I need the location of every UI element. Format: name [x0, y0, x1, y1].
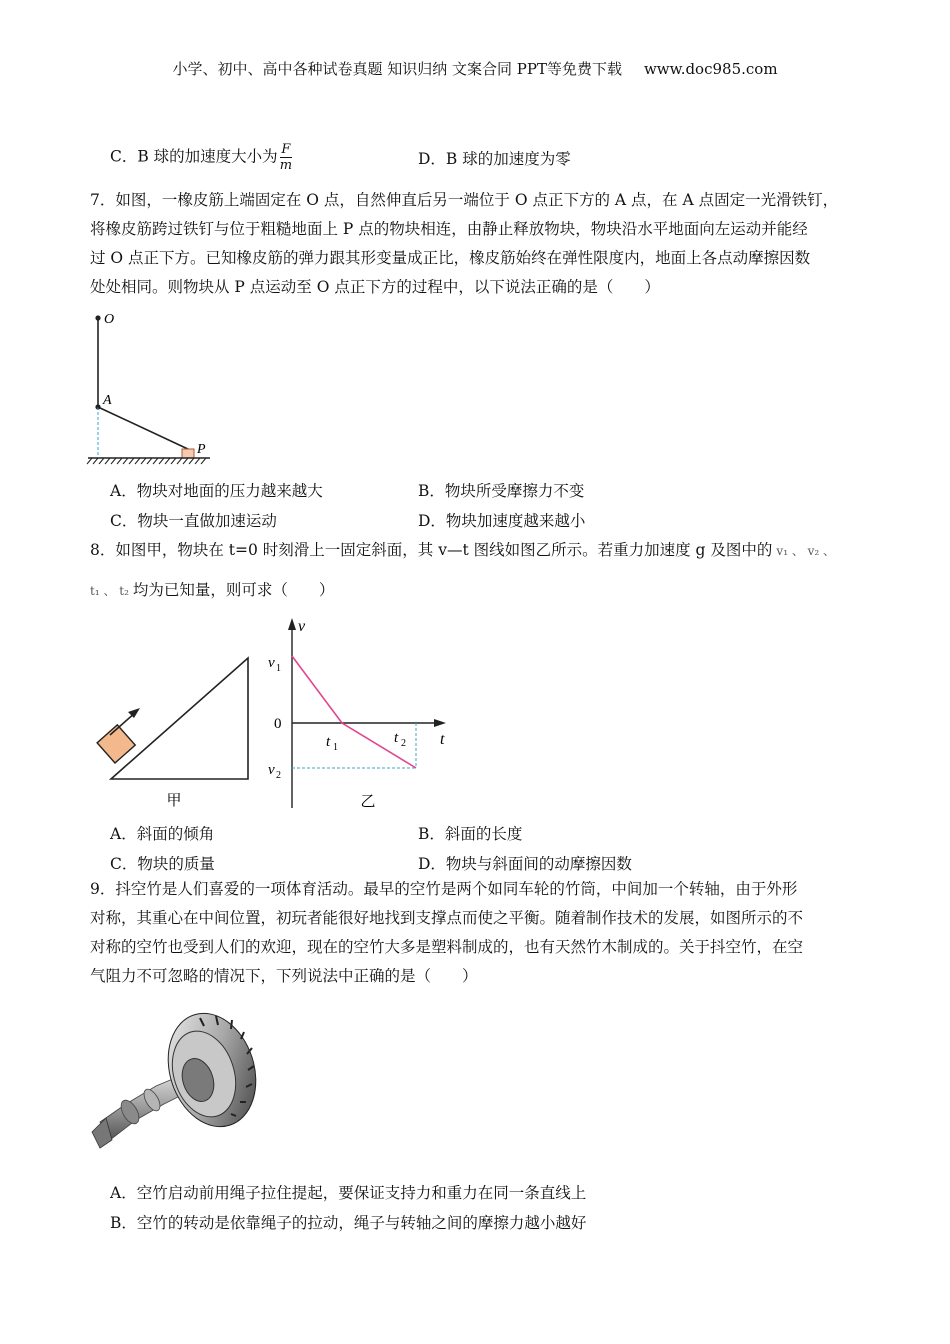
ground-hatching	[87, 458, 206, 464]
v-axis-arrow	[288, 618, 296, 630]
t2-subscript: 2	[401, 738, 406, 749]
q9-option-b: B．空竹的转动是依靠绳子的拉动，绳子与转轴之间的摩擦力越小越好	[110, 1214, 587, 1232]
label-a: A	[103, 393, 112, 408]
q7-option-c: C．物块一直做加速运动	[110, 512, 277, 530]
q8-line-2	[90, 583, 334, 599]
q9-line-2: 对称，其重心在中间位置，初玩者能很好地找到支撑点而使之平衡。随着制作技术的发展，如图所示的不	[90, 909, 804, 927]
q8-line-2-vars: t₁ 、 t₂	[90, 584, 129, 598]
q8-figure-vt-graph	[262, 612, 462, 812]
q8-figure-incline	[88, 640, 258, 810]
q6-option-c	[110, 142, 292, 173]
q9-option-a: A．空竹启动前用绳子拉住提起，要保证支持力和重力在同一条直线上	[110, 1184, 587, 1202]
origin-zero-label: 0	[274, 716, 282, 732]
header-text: 小学、初中、高中各种试卷真题 知识归纳 文案合同 PPT等免费下载	[172, 60, 622, 78]
q8-line-1-vars: v₁ 、 v₂ 、	[776, 544, 836, 558]
q9-line-3: 对称的空竹也受到人们的欢迎，现在的空竹大多是塑料制成的，也有天然竹木制成的。关于抖空竹，在空	[90, 938, 804, 956]
q9-line-1: 9．抖空竹是人们喜爱的一项体育活动。最早的空竹是两个如同车轮的竹筒，中间加一个转轴，由于外形	[90, 880, 798, 898]
v2-subscript: 2	[276, 770, 281, 781]
v1-label: v	[268, 655, 275, 671]
t-axis-arrow	[434, 719, 446, 727]
q8-line-1-text: 8．如图甲，物块在 t=0 时刻滑上一固定斜面，其 v—t 图线如图乙所示。若重力加速度 g 及图中的	[90, 541, 773, 559]
q7-option-d: D．物块加速度越来越小	[418, 512, 586, 530]
q9-stem	[90, 875, 880, 991]
block-p	[182, 449, 194, 458]
label-p: P	[197, 442, 206, 457]
q8-option-a: A．斜面的倾角	[110, 825, 215, 843]
q8-option-b: B．斜面的长度	[418, 825, 523, 843]
q7-line-1: 7．如图，一橡皮筋上端固定在 O 点，自然伸直后另一端位于 O 点正下方的 A 点，在 A 点固定一光滑铁钉，	[90, 191, 839, 209]
rubber-band-slanted	[98, 407, 190, 450]
v2-label: v	[268, 762, 275, 778]
q7-line-4: 处处相同。则物块从 P 点运动至 O 点正下方的过程中，以下说法正确的是（ ）	[90, 278, 660, 296]
t2-label: t	[394, 730, 399, 746]
caption-jia: 甲	[166, 793, 182, 809]
q7-line-3: 过 O 点正下方。已知橡皮筋的弹力跟其形变量成正比，橡皮筋始终在弹性限度内，地面上各点动摩擦因数	[90, 249, 811, 267]
q8-line-2-text: 均为已知量，则可求（ ）	[132, 581, 335, 599]
q8-option-d: D．物块与斜面间的动摩擦因数	[418, 855, 632, 873]
label-o: O	[104, 312, 115, 327]
axis-t-label: t	[440, 731, 445, 748]
q6-option-d: D．B 球的加速度为零	[418, 150, 571, 168]
t1-subscript: 1	[333, 742, 338, 753]
fraction-denominator: m	[279, 158, 293, 173]
axis-v-label: v	[298, 618, 306, 635]
point-o	[95, 315, 100, 320]
q8-option-c: C．物块的质量	[110, 855, 215, 873]
q7-figure-rubber-band	[84, 305, 224, 470]
vt-line	[292, 656, 416, 768]
header-site-link[interactable]: www.doc985.com	[643, 60, 778, 78]
q8-line-1	[90, 543, 835, 559]
fraction-numerator: F	[281, 142, 291, 157]
q7-option-b: B．物块所受摩擦力不变	[418, 482, 585, 500]
fraction-f-over-m	[280, 142, 292, 173]
caption-yi: 乙	[360, 794, 376, 810]
q6-option-c-text: C．B 球的加速度大小为	[110, 147, 278, 166]
q9-figure-diabolo	[86, 1008, 276, 1158]
page-header	[0, 58, 950, 79]
t1-label: t	[326, 734, 331, 750]
v1-subscript: 1	[276, 663, 281, 674]
q7-option-a: A．物块对地面的压力越来越大	[110, 482, 323, 500]
q7-stem	[90, 186, 880, 302]
q7-line-2: 将橡皮筋跨过铁钉与位于粗糙地面上 P 点的物块相连，由静止释放物块，物块沿水平地面向左运动并能经	[90, 220, 808, 238]
q9-line-4: 气阻力不可忽略的情况下，下列说法中正确的是（ ）	[90, 967, 478, 985]
incline-triangle	[111, 658, 248, 779]
